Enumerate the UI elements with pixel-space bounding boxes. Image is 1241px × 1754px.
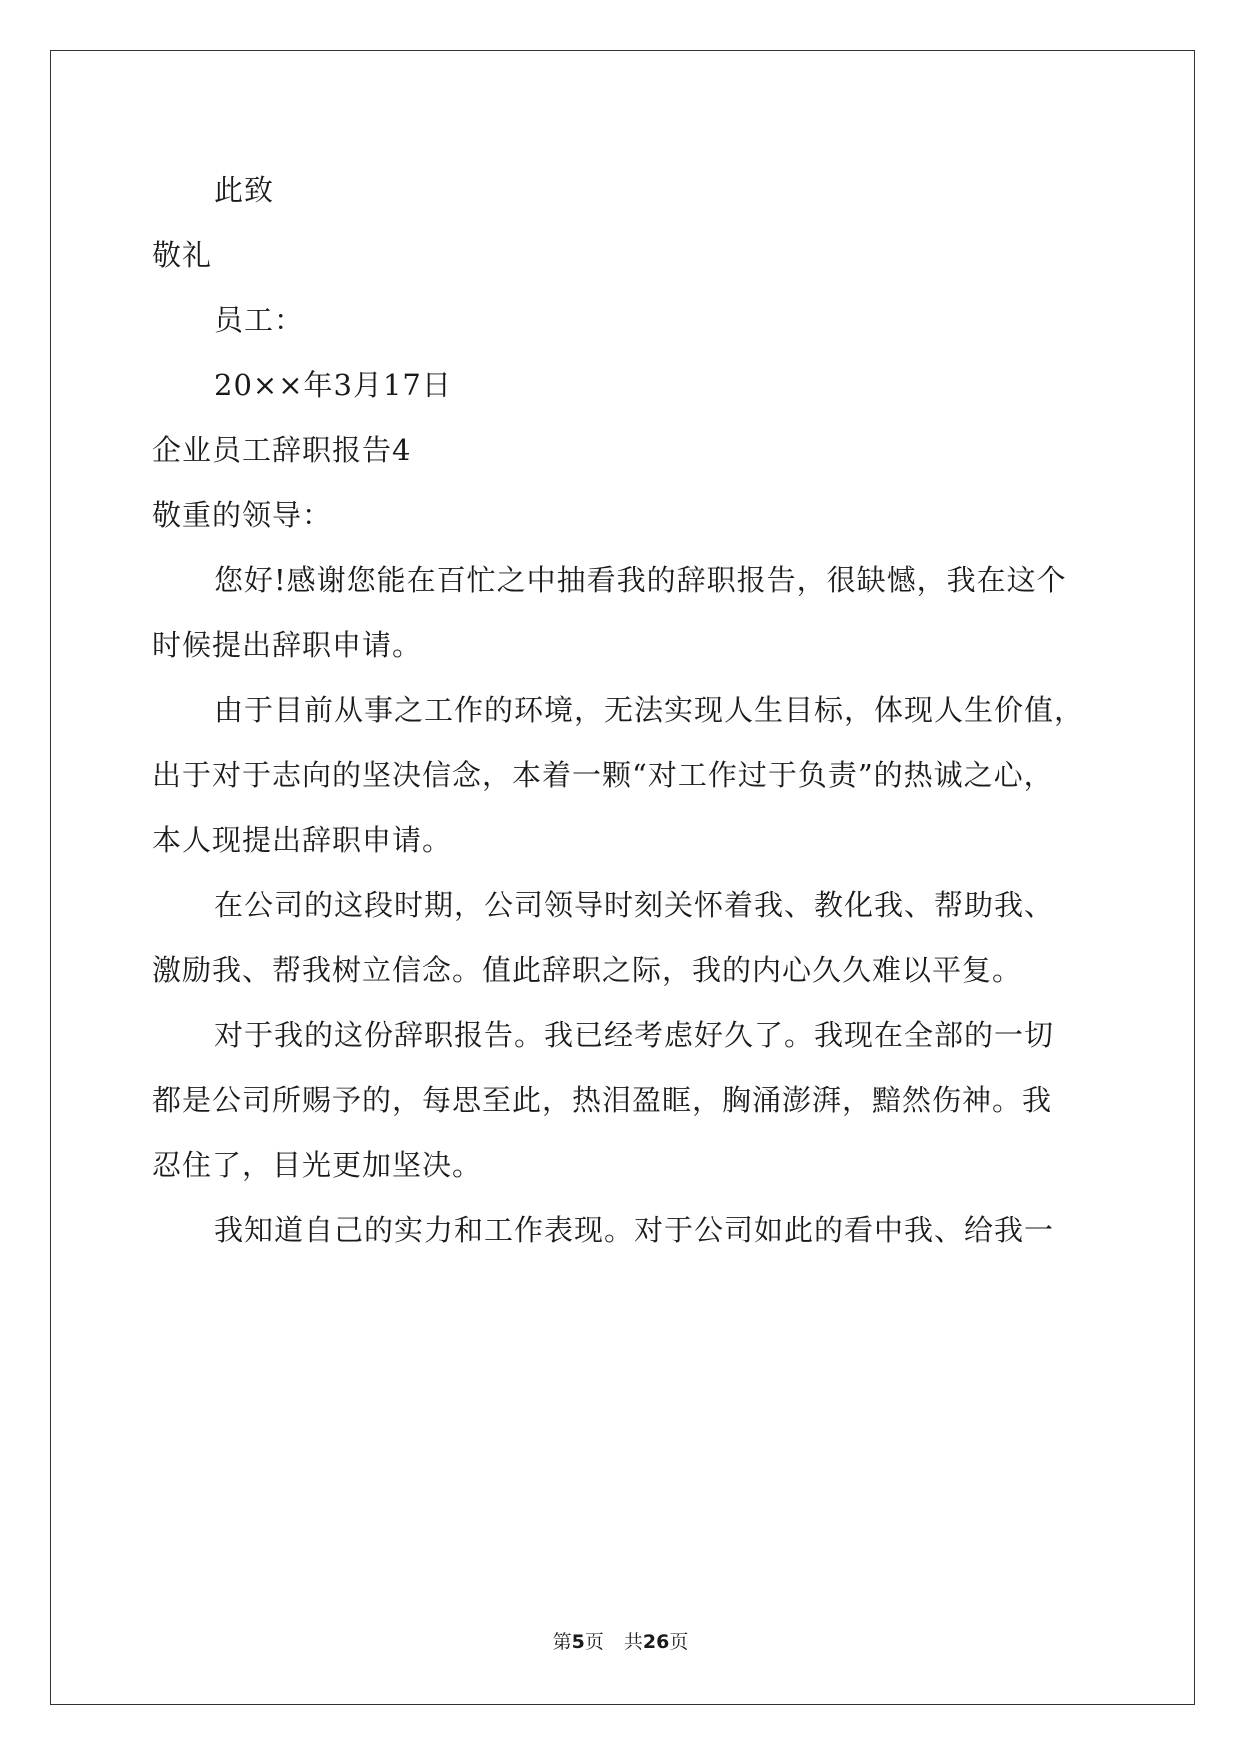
- page-prefix: 第: [552, 1631, 572, 1653]
- paragraph-line: 出于对于志向的坚决信念，本着一颗“对工作过于负责”的热诚之心，: [152, 758, 1054, 792]
- paragraph-line: 时候提出辞职申请。: [152, 628, 423, 662]
- page-footer: [0, 1630, 1241, 1654]
- greeting: 敬重的领导：: [152, 498, 333, 532]
- paragraph-line: 忍住了，目光更加坚决。: [152, 1148, 483, 1182]
- closing-regards: 敬礼: [152, 238, 213, 272]
- date-line: 20××年3月17日: [214, 368, 452, 402]
- paragraph-line: 您好!感谢您能在百忙之中抽看我的辞职报告，很缺憾，我在这个: [214, 563, 1067, 597]
- page-border: [50, 50, 1195, 1705]
- paragraph-line: 本人现提出辞职申请。: [152, 823, 453, 857]
- paragraph-line: 我知道自己的实力和工作表现。对于公司如此的看中我、给我一: [214, 1213, 1055, 1247]
- page-number: 5: [571, 1631, 585, 1653]
- paragraph-line: 都是公司所赐予的，每思至此，热泪盈眶，胸涌澎湃，黯然伤神。我: [152, 1083, 1053, 1117]
- total-suffix: 页: [669, 1631, 689, 1653]
- page-suffix: 页: [584, 1631, 604, 1653]
- paragraph-line: 由于目前从事之工作的环境，无法实现人生目标，体现人生价值，: [214, 693, 1085, 727]
- total-prefix: 共: [623, 1631, 643, 1653]
- paragraph-line: 对于我的这份辞职报告。我已经考虑好久了。我现在全部的一切: [214, 1018, 1055, 1052]
- section-title: 企业员工辞职报告4: [152, 433, 412, 467]
- total-pages: 26: [642, 1631, 670, 1653]
- closing-salutation: 此致: [214, 173, 275, 207]
- paragraph-line: 在公司的这段时期，公司领导时刻关怀着我、教化我、帮助我、: [214, 888, 1055, 922]
- paragraph-line: 激励我、帮我树立信念。值此辞职之际，我的内心久久难以平复。: [152, 953, 1023, 987]
- signature-line: 员工：: [214, 303, 305, 337]
